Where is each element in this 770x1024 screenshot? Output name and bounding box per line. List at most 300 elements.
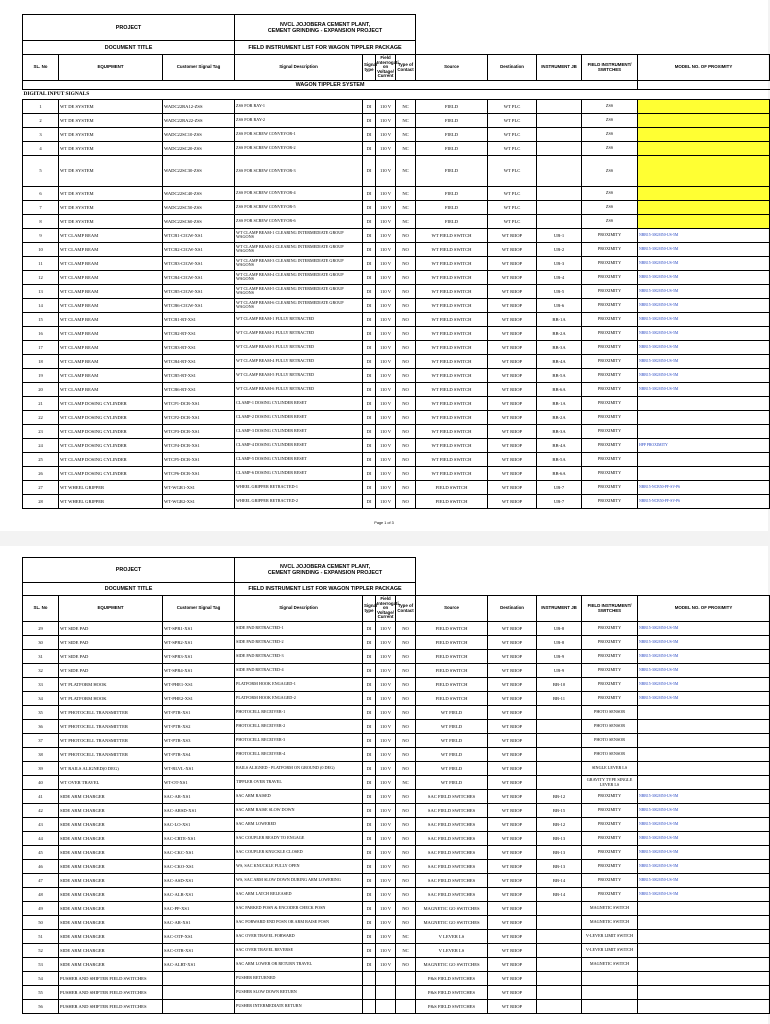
model-no-cell: NBB15-30GM50-US-5M: [638, 846, 770, 860]
equipment-cell: WT DE SYSTEM: [59, 128, 163, 142]
field-switch-cell: [582, 1000, 638, 1014]
table-row: [23, 720, 770, 734]
field-switch-cell: PROXIMITY: [582, 340, 638, 354]
voltage-cell: 110 V: [376, 214, 396, 228]
equipment-cell: WT CLAMP BEAM: [59, 312, 163, 326]
sl-no-cell: 41: [23, 790, 59, 804]
signal-tag-cell: SAC-CKC-XS1: [163, 846, 235, 860]
source-cell: MAGNETIC GO SWITCHES: [416, 916, 488, 930]
sl-no-cell: 8: [23, 214, 59, 228]
source-cell: FIELD: [416, 156, 488, 187]
destination-cell: WT RIIOP: [488, 284, 537, 298]
voltage-cell: 110 V: [376, 410, 396, 424]
equipment-cell: WT CLAMP DOSING CYLINDER: [59, 424, 163, 438]
destination-cell: WT RIIOP: [488, 748, 537, 762]
voltage-cell: 110 V: [376, 340, 396, 354]
field-switch-cell: SINGLE LEVER LS: [582, 762, 638, 776]
contact-type-cell: NO: [396, 382, 416, 396]
voltage-cell: 110 V: [376, 200, 396, 214]
system-title: WAGON TIPPLER SYSTEM: [23, 81, 638, 90]
equipment-cell: WT CLAMP BEAM: [59, 326, 163, 340]
destination-cell: WT RIIOP: [488, 678, 537, 692]
sl-no-cell: 49: [23, 902, 59, 916]
source-cell: FIELD SWITCH: [416, 664, 488, 678]
signal-tag-cell: WTCB4-CIGW-XS1: [163, 270, 235, 284]
instrument-jb-cell: BB-14: [537, 874, 582, 888]
equipment-cell: SIDE ARM CHARGER: [59, 874, 163, 888]
model-no-cell: [638, 100, 770, 114]
sl-no-cell: 24: [23, 438, 59, 452]
voltage-cell: 110 V: [376, 256, 396, 270]
model-no-cell: NBB15-30GM50-US-5M: [638, 664, 770, 678]
signal-tag-cell: WT-SPR2-XS1: [163, 636, 235, 650]
instrument-jb-cell: [537, 958, 582, 972]
voltage-cell: 110 V: [376, 734, 396, 748]
instrument-table-2: [22, 557, 770, 1014]
field-switch-cell: PROXIMITY: [582, 832, 638, 846]
signal-description-cell: SAC ARM LOWER OR RETURN TRAVEL: [235, 958, 363, 972]
contact-type-cell: NO: [396, 622, 416, 636]
signal-description-cell: CLAMP-2 DOSING CYLINDER RESET: [235, 410, 363, 424]
model-no-cell: NBB15-30GM50-US-5M: [638, 298, 770, 312]
contact-type-cell: NC: [396, 128, 416, 142]
sl-no-cell: 16: [23, 326, 59, 340]
voltage-cell: 110 V: [376, 916, 396, 930]
voltage-cell: 110 V: [376, 452, 396, 466]
field-switch-cell: PROXIMITY: [582, 818, 638, 832]
signal-tag-cell: SAC-OTF-XS1: [163, 930, 235, 944]
instrument-jb-cell: [537, 972, 582, 986]
signal-type-cell: DI: [363, 424, 376, 438]
signal-description-cell: SAC ARM RAISE SLOW DOWN: [235, 804, 363, 818]
sl-no-cell: 23: [23, 424, 59, 438]
signal-description-cell: ZSS FOR SCREW CONVEYOR-6: [235, 214, 363, 228]
voltage-cell: 110 V: [376, 284, 396, 298]
destination-cell: WT RIIOP: [488, 354, 537, 368]
table-row: [23, 664, 770, 678]
contact-type-cell: NO: [396, 256, 416, 270]
signal-description-cell: SIDE PAD RETRACTED-4: [235, 664, 363, 678]
signal-tag-cell: WTCP3-DCR-XS1: [163, 424, 235, 438]
equipment-cell: WT CLAMP BEAM: [59, 284, 163, 298]
signal-type-cell: DI: [363, 114, 376, 128]
equipment-cell: SIDE ARM CHARGER: [59, 860, 163, 874]
instrument-jb-cell: UB-4: [537, 270, 582, 284]
model-no-cell: [638, 156, 770, 187]
signal-description-cell: SAC FORWARD END POSN OR ARM RAISE POSN: [235, 916, 363, 930]
model-no-cell: NBB15-30GM50-US-5M: [638, 692, 770, 706]
voltage-cell: 110 V: [376, 888, 396, 902]
instrument-jb-cell: [537, 902, 582, 916]
instrument-jb-cell: [537, 186, 582, 200]
table-row: [23, 1000, 770, 1014]
instrument-jb-cell: BB-5A: [537, 368, 582, 382]
table-row: [23, 382, 770, 396]
field-switch-cell: PROXIMITY: [582, 650, 638, 664]
signal-tag-cell: WADC22SC10-ZSS: [163, 128, 235, 142]
source-cell: WT FIELD SWITCH: [416, 298, 488, 312]
equipment-cell: SIDE ARM CHARGER: [59, 832, 163, 846]
sl-no-cell: 20: [23, 382, 59, 396]
model-no-cell: NBB15-30GM50-US-5M: [638, 888, 770, 902]
signal-description-cell: PHOTOCELL RECEIVER-3: [235, 734, 363, 748]
contact-type-cell: NO: [396, 326, 416, 340]
table-row: [23, 424, 770, 438]
instrument-jb-cell: BB-10: [537, 678, 582, 692]
signal-type-cell: DI: [363, 888, 376, 902]
table-row: [23, 466, 770, 480]
source-cell: WT FIELD SWITCH: [416, 382, 488, 396]
source-cell: MAGNETIC GO SWITCHES: [416, 902, 488, 916]
voltage-cell: 110 V: [376, 466, 396, 480]
contact-type-cell: NO: [396, 636, 416, 650]
signal-type-cell: DI: [363, 100, 376, 114]
instrument-jb-cell: [537, 734, 582, 748]
table-row: [23, 128, 770, 142]
destination-cell: WT RIIOP: [488, 424, 537, 438]
signal-description-cell: CLAMP-6 DOSING CYLINDER RESET: [235, 466, 363, 480]
voltage-cell: 110 V: [376, 650, 396, 664]
signal-type-cell: DI: [363, 312, 376, 326]
field-switch-cell: MAGNETIC SWITCH: [582, 902, 638, 916]
signal-tag-cell: WTCB1-CIGW-XS1: [163, 228, 235, 242]
voltage-cell: 110 V: [376, 846, 396, 860]
table-row: [23, 916, 770, 930]
sl-no-cell: 50: [23, 916, 59, 930]
signal-type-cell: DI: [363, 776, 376, 790]
field-switch-cell: PROXIMITY: [582, 664, 638, 678]
instrument-jb-cell: [537, 214, 582, 228]
instrument-jb-cell: [537, 776, 582, 790]
field-switch-cell: PROXIMITY: [582, 678, 638, 692]
sl-no-cell: 25: [23, 452, 59, 466]
signal-description-cell: SIDE PAD RETRACTED-3: [235, 650, 363, 664]
sl-no-cell: 19: [23, 368, 59, 382]
source-cell: V LEVER LS: [416, 944, 488, 958]
signal-description-cell: PUSHER SLOW DOWN RETURN: [235, 986, 363, 1000]
sl-no-cell: 35: [23, 706, 59, 720]
signal-type-cell: DI: [363, 298, 376, 312]
contact-type-cell: NO: [396, 874, 416, 888]
voltage-cell: 110 V: [376, 480, 396, 494]
contact-type-cell: NO: [396, 410, 416, 424]
model-no-cell: HPP PROXIMITY: [638, 438, 770, 452]
instrument-jb-cell: BB-13: [537, 832, 582, 846]
contact-type-cell: NC: [396, 100, 416, 114]
signal-tag-cell: WTCP2-DCR-XS1: [163, 410, 235, 424]
signal-type-cell: DI: [363, 902, 376, 916]
signal-tag-cell: WADC22SC30-ZSS: [163, 156, 235, 187]
field-switch-cell: PROXIMITY: [582, 326, 638, 340]
equipment-cell: SIDE ARM CHARGER: [59, 902, 163, 916]
contact-type-cell: NO: [396, 692, 416, 706]
signal-description-cell: WT CLAMP BEAM-6 CLEARING INTERMEDIATE GROUP WAGONS: [235, 298, 363, 312]
equipment-cell: WT CLAMP DOSING CYLINDER: [59, 452, 163, 466]
voltage-cell: 110 V: [376, 270, 396, 284]
sl-no-cell: 13: [23, 284, 59, 298]
signal-type-cell: DI: [363, 256, 376, 270]
sl-no-cell: 45: [23, 846, 59, 860]
signal-type-cell: DI: [363, 748, 376, 762]
instrument-jb-cell: [537, 930, 582, 944]
equipment-cell: WT PLATFORM HOOK: [59, 692, 163, 706]
destination-cell: WT RIIOP: [488, 958, 537, 972]
field-switch-cell: PROXIMITY: [582, 692, 638, 706]
voltage-cell: 110 V: [376, 186, 396, 200]
equipment-cell: WT CLAMP BEAM: [59, 256, 163, 270]
table-row: [23, 902, 770, 916]
model-no-cell: [638, 466, 770, 480]
destination-cell: WT RIIOP: [488, 916, 537, 930]
table-row: [23, 142, 770, 156]
destination-cell: WT RIIOP: [488, 396, 537, 410]
field-switch-cell: PROXIMITY: [582, 452, 638, 466]
destination-cell: WT RIIOP: [488, 622, 537, 636]
field-switch-cell: ZSS: [582, 156, 638, 187]
sl-no-cell: 42: [23, 804, 59, 818]
instrument-jb-cell: BB-1A: [537, 396, 582, 410]
contact-type-cell: NO: [396, 720, 416, 734]
sl-no-cell: 55: [23, 986, 59, 1000]
source-cell: WT FIELD SWITCH: [416, 424, 488, 438]
table-body-2: [23, 622, 770, 1014]
field-switch-cell: PROXIMITY: [582, 860, 638, 874]
voltage-cell: 110 V: [376, 142, 396, 156]
model-no-cell: NBB15-30GM50-US-5M: [638, 368, 770, 382]
destination-cell: WT PLC: [488, 114, 537, 128]
signal-tag-cell: WADC22SC60-ZSS: [163, 214, 235, 228]
source-cell: P&S FIELD SWITCHES: [416, 972, 488, 986]
contact-type-cell: NC: [396, 776, 416, 790]
equipment-cell: WT CLAMP DOSING CYLINDER: [59, 438, 163, 452]
signal-description-cell: WT CLAMP BEAM-5 CLEARING INTERMEDIATE GROUP WAGONS: [235, 284, 363, 298]
table-row: [23, 958, 770, 972]
source-cell: FIELD SWITCH: [416, 622, 488, 636]
table-row: [23, 930, 770, 944]
contact-type-cell: NC: [396, 200, 416, 214]
contact-type-cell: NO: [396, 762, 416, 776]
signal-description-cell: WS, SAC KNUCKLE FULLY OPEN: [235, 860, 363, 874]
contact-type-cell: NO: [396, 368, 416, 382]
table-row: [23, 340, 770, 354]
model-no-cell: [638, 720, 770, 734]
equipment-cell: PUSHER AND SHIFTER FIELD SWITCHES: [59, 986, 163, 1000]
equipment-cell: WT OVER TRAVEL: [59, 776, 163, 790]
source-cell: WT FIELD: [416, 720, 488, 734]
field-switch-cell: MAGNETIC SWITCH: [582, 958, 638, 972]
contact-type-cell: NC: [396, 930, 416, 944]
sl-no-cell: 32: [23, 664, 59, 678]
signal-tag-cell: WT-WGR1-XS1: [163, 480, 235, 494]
instrument-jb-cell: UB-1: [537, 228, 582, 242]
signal-tag-cell: WTCB6-RT-XS1: [163, 382, 235, 396]
page-footer: Page 1 of 3: [374, 521, 394, 525]
sl-no-cell: 47: [23, 874, 59, 888]
destination-cell: WT PLC: [488, 156, 537, 187]
sl-no-cell: 40: [23, 776, 59, 790]
equipment-cell: WT PHOTOCELL TRANSMITTER: [59, 720, 163, 734]
model-no-cell: NBB15-30GM50-US-5M: [638, 312, 770, 326]
signal-type-cell: DI: [363, 200, 376, 214]
model-no-cell: NBB15-30GM50-US-5M: [638, 256, 770, 270]
sl-no-cell: 27: [23, 480, 59, 494]
destination-cell: WT RIIOP: [488, 340, 537, 354]
destination-cell: WT RIIOP: [488, 270, 537, 284]
table-row: [23, 944, 770, 958]
model-no-cell: NBB15-30GM50-US-5M: [638, 636, 770, 650]
source-cell: FIELD: [416, 200, 488, 214]
field-switch-cell: [582, 986, 638, 1000]
sl-no-cell: 51: [23, 930, 59, 944]
table-row: [23, 326, 770, 340]
sl-no-cell: 33: [23, 678, 59, 692]
signal-type-cell: DI: [363, 874, 376, 888]
table-row: [23, 650, 770, 664]
section-title: DIGITAL INPUT SIGNALS: [23, 90, 770, 100]
voltage-cell: 110 V: [376, 326, 396, 340]
contact-type-cell: NC: [396, 214, 416, 228]
equipment-cell: SIDE ARM CHARGER: [59, 804, 163, 818]
signal-description-cell: WT CLAMP BEAM-6 FULLY RETRACTED: [235, 382, 363, 396]
contact-type-cell: [396, 1000, 416, 1014]
voltage-cell: 110 V: [376, 944, 396, 958]
sl-no-cell: 43: [23, 818, 59, 832]
signal-type-cell: DI: [363, 930, 376, 944]
contact-type-cell: [396, 972, 416, 986]
contact-type-cell: NO: [396, 270, 416, 284]
signal-tag-cell: WTCB4-RT-XS1: [163, 354, 235, 368]
signal-type-cell: [363, 972, 376, 986]
source-cell: WT FIELD SWITCH: [416, 438, 488, 452]
source-cell: FIELD SWITCH: [416, 480, 488, 494]
voltage-cell: 110 V: [376, 804, 396, 818]
field-switch-cell: PROXIMITY: [582, 846, 638, 860]
table-row: [23, 214, 770, 228]
table-row: [23, 156, 770, 187]
signal-type-cell: DI: [363, 678, 376, 692]
destination-cell: WT RIIOP: [488, 818, 537, 832]
sl-no-cell: 2: [23, 114, 59, 128]
signal-description-cell: SAC ARM LOWERED: [235, 818, 363, 832]
equipment-cell: WT SIDE PAD: [59, 650, 163, 664]
field-switch-cell: PROXIMITY: [582, 256, 638, 270]
voltage-cell: 110 V: [376, 114, 396, 128]
sl-no-cell: 44: [23, 832, 59, 846]
destination-cell: WT PLC: [488, 128, 537, 142]
equipment-cell: WT CLAMP BEAM: [59, 340, 163, 354]
signal-tag-cell: WTCP1-DCR-XS1: [163, 396, 235, 410]
model-no-cell: [638, 424, 770, 438]
field-switch-cell: PROXIMITY: [582, 804, 638, 818]
destination-cell: WT RIIOP: [488, 466, 537, 480]
signal-type-cell: DI: [363, 860, 376, 874]
equipment-cell: WT CLAMP BEAM: [59, 354, 163, 368]
field-switch-cell: ZSS: [582, 100, 638, 114]
contact-type-cell: NC: [396, 156, 416, 187]
signal-tag-cell: WADC22SC20-ZSS: [163, 142, 235, 156]
source-cell: WT FIELD SWITCH: [416, 284, 488, 298]
contact-type-cell: NO: [396, 452, 416, 466]
voltage-cell: 110 V: [376, 622, 396, 636]
table-row: [23, 692, 770, 706]
equipment-cell: WT CLAMP BEAM: [59, 382, 163, 396]
sl-no-cell: 3: [23, 128, 59, 142]
model-no-cell: [638, 214, 770, 228]
contact-type-cell: NO: [396, 706, 416, 720]
sl-no-cell: 9: [23, 228, 59, 242]
voltage-cell: 110 V: [376, 156, 396, 187]
equipment-cell: WT DE SYSTEM: [59, 214, 163, 228]
field-switch-cell: V-LEVER LIMIT SWITCH: [582, 930, 638, 944]
source-cell: WT FIELD SWITCH: [416, 326, 488, 340]
signal-description-cell: WT CLAMP BEAM-5 FULLY RETRACTED: [235, 368, 363, 382]
field-switch-cell: GRAVITY TYPE SINGLE LEVER LS: [582, 776, 638, 790]
field-switch-cell: PROXIMITY: [582, 382, 638, 396]
model-no-cell: [638, 114, 770, 128]
model-no-cell: [638, 944, 770, 958]
destination-cell: WT RIIOP: [488, 930, 537, 944]
signal-tag-cell: [163, 972, 235, 986]
equipment-cell: WT CLAMP BEAM: [59, 270, 163, 284]
model-no-cell: [638, 734, 770, 748]
instrument-jb-cell: BB-3A: [537, 424, 582, 438]
signal-type-cell: DI: [363, 706, 376, 720]
signal-tag-cell: WTCP5-DCR-XS1: [163, 452, 235, 466]
sl-no-cell: 38: [23, 748, 59, 762]
table-row: [23, 804, 770, 818]
model-no-cell: [638, 986, 770, 1000]
equipment-cell: WT RAILS ALIGNED(0 DEG): [59, 762, 163, 776]
sl-no-cell: 30: [23, 636, 59, 650]
signal-tag-cell: WADC22RA12-ZSS: [163, 100, 235, 114]
contact-type-cell: NO: [396, 664, 416, 678]
field-switch-cell: MAGNETIC SWITCH: [582, 916, 638, 930]
signal-tag-cell: WT-SPR3-XS1: [163, 650, 235, 664]
instrument-jb-cell: BB-3A: [537, 340, 582, 354]
voltage-cell: 110 V: [376, 128, 396, 142]
column-header-row: SL. No EQUIPMENT Customer Signal Tag Signal Description Signal type Field Interrogati on Voltage/ Current Type of Contact Source Destination INSTRUMENT JB FIELD INSTRUMENT/ SWITCHES MODEL NO. OF PROXIMITY: [23, 596, 770, 622]
table-row: [23, 790, 770, 804]
sl-no-cell: 37: [23, 734, 59, 748]
signal-description-cell: SAC OVER TRAVEL FORWARD: [235, 930, 363, 944]
instrument-jb-cell: BB-13: [537, 846, 582, 860]
signal-description-cell: PLATFORM HOOK ENGAGED-1: [235, 678, 363, 692]
model-no-cell: [638, 1000, 770, 1014]
source-cell: SAC FIELD SWITCHES: [416, 874, 488, 888]
source-cell: P&S FIELD SWITCHES: [416, 986, 488, 1000]
contact-type-cell: NO: [396, 298, 416, 312]
contact-type-cell: NO: [396, 678, 416, 692]
destination-cell: WT RIIOP: [488, 664, 537, 678]
destination-cell: WT RIIOP: [488, 888, 537, 902]
source-cell: WT FIELD SWITCH: [416, 242, 488, 256]
sl-no-cell: 46: [23, 860, 59, 874]
voltage-cell: 110 V: [376, 312, 396, 326]
field-switch-cell: ZSS: [582, 186, 638, 200]
sl-no-cell: 54: [23, 972, 59, 986]
equipment-cell: WT PLATFORM HOOK: [59, 678, 163, 692]
destination-cell: WT RIIOP: [488, 242, 537, 256]
instrument-jb-cell: BB-11: [537, 692, 582, 706]
instrument-jb-cell: BB-2A: [537, 410, 582, 424]
instrument-jb-cell: BB-4A: [537, 354, 582, 368]
equipment-cell: WT CLAMP DOSING CYLINDER: [59, 410, 163, 424]
instrument-jb-cell: [537, 944, 582, 958]
model-no-cell: [638, 142, 770, 156]
equipment-cell: SIDE ARM CHARGER: [59, 958, 163, 972]
equipment-cell: WT WHEEL GRIPPER: [59, 494, 163, 508]
signal-tag-cell: WT-SPR1-XS1: [163, 622, 235, 636]
